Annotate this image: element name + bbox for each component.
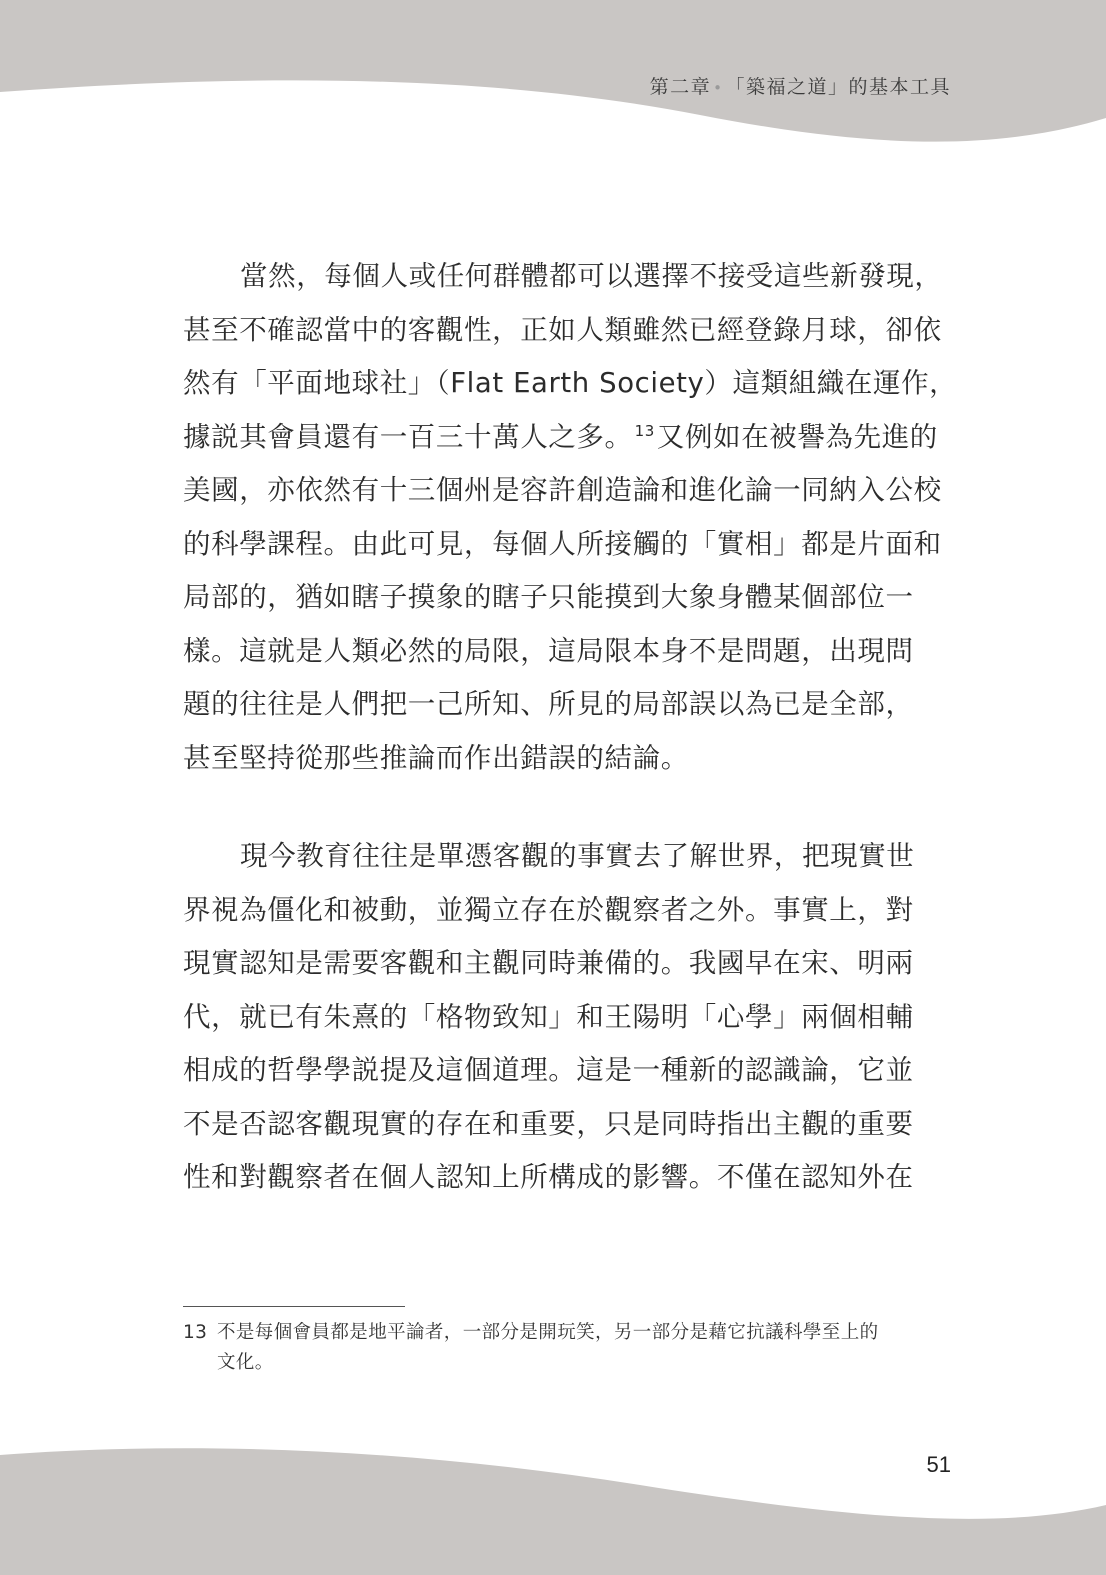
footnote-divider [183,1306,405,1307]
paragraph-1 [183,250,958,785]
paragraph-line: 性和對觀察者在個人認知上所構成的影響。不僅在認知外在 [183,1161,914,1193]
paragraph-line: 現實認知是需要客觀和主觀同時兼備的。我國早在宋、明兩 [183,947,914,979]
paragraph-line: 然有「平面地球社」（Flat Earth Society）這類組織在運作， [183,367,958,399]
paragraph-2 [183,830,953,1205]
paragraph-line: 局部的，猶如瞎子摸象的瞎子只能摸到大象身體某個部位一 [183,581,914,613]
footnote-line: 不是每個會員都是地平論者，一部分是開玩笑，另一部分是藉它抗議科學至上的 [217,1322,879,1343]
footnote [183,1318,953,1378]
paragraph-line: 不是否認客觀現實的存在和重要，只是同時指出主觀的重要 [183,1107,914,1140]
paragraph-line: 相成的哲學學説提及這個道理。這是一種新的認識論，它並 [183,1054,914,1086]
paragraph-line: 代，就已有朱熹的「格物致知」和王陽明「心學」兩個相輔 [183,1000,914,1033]
paragraph-line: 美國，亦依然有十三個州是容許創造論和進化論一同納入公校 [183,474,942,506]
paragraph-line: 界視為僵化和被動，並獨立存在於觀察者之外。事實上，對 [183,893,914,926]
footnote-line: 文化。 [217,1352,274,1373]
footnote-number: 13 [183,1322,208,1343]
paragraph-line: 甚至堅持從那些推論而作出錯誤的結論。 [183,741,689,774]
paragraph-line-segment: 據説其會員還有一百三十萬人之多。 [183,420,633,453]
paragraph-line: 甚至不確認當中的客觀性，正如人類雖然已經登錄月球，卻依 [183,313,942,346]
chapter-label: 第二章 [649,76,712,98]
paragraph-line-segment: 又例如在被譽為先進的 [656,420,938,453]
paragraph-line: 現今教育往往是單憑客觀的事實去了解世界，把現實世 [240,840,915,872]
paragraph-line: 的科學課程。由此可見，每個人所接觸的「實相」都是片面和 [183,527,942,560]
paragraph-line-with-footnote [183,411,953,465]
paragraph-line: 當然，每個人或任何群體都可以選擇不接受這些新發現， [240,260,943,292]
running-header [650,72,951,99]
page-number: 51 [926,1452,951,1477]
paragraph-line: 題的往往是人們把一己所知、所見的局部誤以為已是全部， [183,688,914,720]
header-separator: • [713,79,724,97]
chapter-title: 「築福之道」的基本工具 [725,76,951,98]
footnote-reference[interactable]: 13 [634,421,655,440]
paragraph-line: 樣。這就是人類必然的局限，這局限本身不是問題，出現問 [183,634,914,667]
